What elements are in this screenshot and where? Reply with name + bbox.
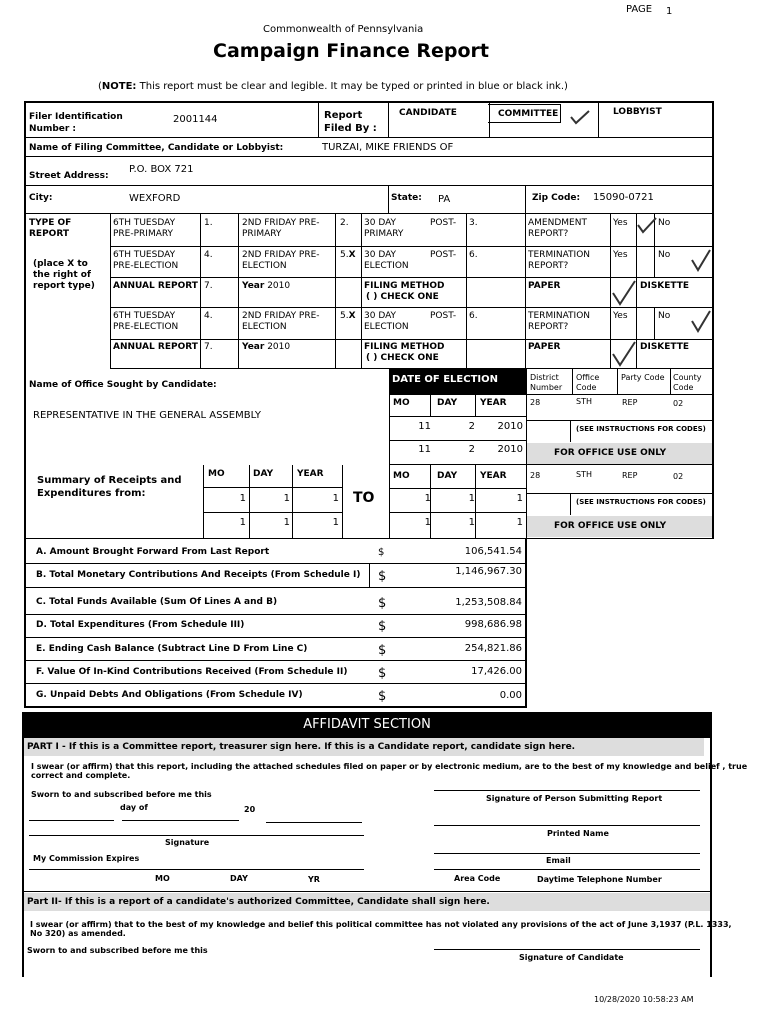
type-pre-election: PRE-ELECTION: [113, 261, 179, 271]
type-2nd-friday-primary: 2ND FRIDAY PRE-: [242, 218, 320, 228]
committee-check-icon: [569, 109, 591, 125]
type-3-box[interactable]: 3.: [469, 218, 478, 228]
part2-heading: Part II- If this is a report of a candidate's authorized Committee, Candidate shall sign here.: [27, 897, 490, 907]
type-30-day-election-b: 30 DAY: [364, 311, 397, 321]
note-line: (NOTE: This report must be clear and legible. It may be typed or printed in blue or black ink.): [98, 81, 568, 92]
filer-id-label-2: Number :: [29, 124, 77, 134]
paper-option[interactable]: PAPER: [528, 281, 561, 291]
part2-oath-2: No 320) as amended.: [30, 929, 126, 938]
party-value: REP: [622, 398, 638, 407]
office-code-value: STH: [576, 397, 592, 406]
amendment-check-icon: [636, 216, 658, 234]
to1-mo: 1: [424, 493, 431, 504]
signature-label: Signature: [165, 838, 210, 847]
termination-no-b[interactable]: No: [658, 311, 671, 321]
to-label: TO: [353, 490, 375, 506]
page-title: Campaign Finance Report: [213, 40, 489, 62]
diskette-option[interactable]: DISKETTE: [640, 281, 690, 291]
line-a-label: A. Amount Brought Forward From Last Report: [36, 547, 270, 557]
termination-yes-b[interactable]: Yes: [613, 311, 628, 321]
commission-yr: YR: [308, 875, 320, 884]
amendment-label-2: REPORT?: [528, 229, 569, 239]
filer-id-label: Filer Identification: [29, 112, 123, 122]
state-value: PA: [438, 194, 451, 205]
termination-label-b2: REPORT?: [528, 322, 569, 332]
zip-value: 15090-0721: [593, 192, 654, 203]
office-code-label-2: Code: [576, 383, 597, 392]
area-code-label: Area Code: [454, 874, 501, 883]
summary-label-2: Expenditures from:: [37, 488, 146, 499]
report-filed-label: Report: [324, 110, 363, 121]
to-day: DAY: [437, 471, 458, 481]
committee-option[interactable]: COMMITTEE: [498, 109, 559, 119]
paper-check-icon: [611, 279, 637, 306]
part1-heading: PART I - If this is a Committee report, treasurer sign here. If this is a Candidate report, candidate sign here.: [27, 742, 576, 752]
doe-mo: MO: [393, 398, 410, 408]
district-number-label-2: Number: [530, 383, 563, 392]
filer-id-value: 2001144: [173, 114, 218, 125]
type-pre-primary: PRE-PRIMARY: [113, 229, 174, 239]
paper-check-icon-b: [611, 340, 637, 367]
office-sought-value: REPRESENTATIVE IN THE GENERAL ASSEMBLY: [33, 410, 261, 421]
termination-label-b: TERMINATION: [528, 311, 591, 321]
type-30-day-primary: 30 DAY: [364, 218, 397, 228]
district-number-label: District: [530, 373, 559, 382]
type-6th-tuesday-election-b: 6TH TUESDAY: [113, 311, 176, 321]
type-post-label: POST-: [430, 218, 457, 228]
termination-check-icon-b: [690, 309, 712, 333]
state-label: State:: [391, 193, 422, 203]
line-g-value: 0.00: [499, 690, 522, 701]
filing-check-one: ( ) CHECK ONE: [366, 292, 439, 302]
line-f-value: 17,426.00: [471, 666, 522, 677]
line-c-label: C. Total Funds Available (Sum Of Lines A and B): [36, 597, 278, 607]
part1-oath-2: correct and complete.: [31, 771, 131, 780]
type-election-2: ELECTION: [364, 261, 409, 271]
amendment-no[interactable]: No: [658, 218, 671, 228]
line-f-label: F. Value Of In-Kind Contributions Received (From Schedule II): [36, 667, 348, 677]
to-mo: MO: [393, 471, 410, 481]
doe2-mo: 11: [418, 444, 431, 455]
line-e-label: E. Ending Cash Balance (Subtract Line D From Line C): [36, 644, 308, 654]
type-2nd-friday-election-b: 2ND FRIDAY PRE-: [242, 311, 320, 321]
from-mo: MO: [208, 469, 225, 479]
county-value: 02: [673, 399, 684, 408]
termination-check-icon: [690, 248, 712, 272]
commission-day: DAY: [230, 874, 248, 883]
type-5-box[interactable]: 5.X: [340, 250, 356, 260]
filing-check-one-b: ( ) CHECK ONE: [366, 353, 439, 363]
type-6th-tuesday-primary: 6TH TUESDAY: [113, 218, 176, 228]
from1-mo: 1: [239, 493, 246, 504]
street-value: P.O. BOX 721: [129, 164, 194, 175]
doe1-day: 2: [468, 421, 475, 432]
type-30-day-election: 30 DAY: [364, 250, 397, 260]
line-c-value: 1,253,508.84: [455, 597, 522, 608]
affidavit-title: AFFIDAVIT SECTION: [303, 717, 431, 732]
lobbyist-option[interactable]: LOBBYIST: [613, 107, 662, 117]
commission-expires-label: My Commission Expires: [33, 854, 140, 863]
from1-year: 1: [332, 493, 339, 504]
from2-year: 1: [332, 517, 339, 528]
email-label: Email: [546, 856, 571, 865]
report-type-label-2: REPORT: [29, 229, 69, 239]
to2-year: 1: [516, 517, 523, 528]
type-pre-election-b: PRE-ELECTION: [113, 322, 179, 332]
line-e-currency: $: [378, 643, 387, 658]
from2-day: 1: [283, 517, 290, 528]
type-6-box-b[interactable]: 6.: [469, 311, 478, 321]
line-d-value: 998,686.98: [464, 619, 522, 630]
daytime-phone-label: Daytime Telephone Number: [537, 875, 662, 884]
doe1-mo: 11: [418, 421, 431, 432]
type-1-box[interactable]: 1.: [204, 218, 213, 228]
filing-method-label-b: FILING METHOD: [364, 342, 445, 352]
office-use-only: FOR OFFICE USE ONLY: [554, 448, 667, 458]
type-4-box[interactable]: 4.: [204, 250, 213, 260]
doe-year: YEAR: [480, 398, 507, 408]
type-6-box[interactable]: 6.: [469, 250, 478, 260]
diskette-option-b[interactable]: DISKETTE: [640, 342, 690, 352]
filing-method-label: FILING METHOD: [364, 281, 445, 291]
candidate-option[interactable]: CANDIDATE: [399, 108, 457, 118]
from2-mo: 1: [239, 517, 246, 528]
summary-label: Summary of Receipts and: [37, 475, 182, 486]
page-number: 1: [666, 6, 673, 17]
district-value-2: 28: [530, 471, 541, 480]
annual-year: Year 2010: [242, 281, 291, 291]
doe2-day: 2: [468, 444, 475, 455]
filer-name-label: Name of Filing Committee, Candidate or Lobbyist:: [29, 143, 284, 153]
type-2-box[interactable]: 2.: [340, 218, 349, 228]
office-code-value-2: STH: [576, 470, 592, 479]
type-election-b: ELECTION: [242, 322, 287, 332]
termination-no[interactable]: No: [658, 250, 671, 260]
annual-year-b: Year 2010: [242, 342, 291, 352]
line-a-value: 106,541.54: [464, 546, 522, 557]
date-of-election-label: DATE OF ELECTION: [392, 374, 498, 385]
type-7-box[interactable]: 7.: [204, 281, 213, 291]
party-code-label: Party Code: [621, 373, 665, 382]
to2-mo: 1: [424, 517, 431, 528]
county-code-label-2: Code: [673, 383, 694, 392]
line-g-currency: $: [378, 689, 387, 704]
signature-candidate-label: Signature of Candidate: [519, 953, 624, 962]
type-primary: PRIMARY: [242, 229, 282, 239]
termination-label: TERMINATION: [528, 250, 591, 260]
line-b-currency: $: [378, 569, 387, 584]
day-of-label: day of: [120, 803, 148, 812]
page-label: PAGE: [626, 4, 653, 15]
annual-report-label-b: ANNUAL REPORT: [113, 342, 198, 352]
type-post-label-b: POST-: [430, 311, 457, 321]
from-year: YEAR: [297, 469, 324, 479]
line-d-label: D. Total Expenditures (From Schedule III): [36, 620, 245, 630]
report-filed-label-2: Filed By :: [324, 123, 377, 134]
doe2-year: 2010: [497, 444, 523, 455]
part1-oath: I swear (or affirm) that this report, including the attached schedules filed on paper or by electronic medium, are to the best of my knowledge and belief , true: [31, 762, 748, 771]
office-sought-label: Name of Office Sought by Candidate:: [29, 380, 217, 390]
type-5-box-b[interactable]: 5.X: [340, 311, 356, 321]
to-year: YEAR: [480, 471, 507, 481]
city-value: WEXFORD: [129, 193, 181, 204]
termination-label-2: REPORT?: [528, 261, 569, 271]
print-timestamp: 10/28/2020 10:58:23 AM: [594, 995, 694, 1004]
place-x-note-3: report type): [33, 281, 95, 291]
state-heading: Commonwealth of Pennsylvania: [263, 24, 424, 35]
county-value-2: 02: [673, 472, 684, 481]
twenty-label: 20: [244, 805, 256, 814]
type-post-label-2: POST-: [430, 250, 457, 260]
place-x-note: (place X to: [33, 259, 88, 269]
line-a-currency: $: [378, 547, 385, 558]
type-election: ELECTION: [242, 261, 287, 271]
signature-person-label: Signature of Person Submitting Report: [486, 794, 663, 803]
street-label: Street Address:: [29, 171, 109, 181]
doe1-year: 2010: [497, 421, 523, 432]
to1-day: 1: [468, 493, 475, 504]
termination-yes[interactable]: Yes: [613, 250, 628, 260]
office-code-label: Office: [576, 373, 600, 382]
line-e-value: 254,821.86: [464, 643, 522, 654]
type-7-box-b[interactable]: 7.: [204, 342, 213, 352]
type-2nd-friday-election: 2ND FRIDAY PRE-: [242, 250, 320, 260]
party-value-2: REP: [622, 471, 638, 480]
type-4-box-b[interactable]: 4.: [204, 311, 213, 321]
from1-day: 1: [283, 493, 290, 504]
sworn-label-2: Sworn to and subscribed before me this: [27, 946, 208, 955]
to1-year: 1: [516, 493, 523, 504]
printed-name-label: Printed Name: [547, 829, 609, 838]
commission-mo: MO: [155, 874, 170, 883]
type-election-b2: ELECTION: [364, 322, 409, 332]
doe-day: DAY: [437, 398, 458, 408]
line-b-value: 1,146,967.30: [455, 566, 522, 577]
office-use-only-2: FOR OFFICE USE ONLY: [554, 521, 667, 531]
city-label: City:: [29, 193, 53, 203]
line-c-currency: $: [378, 596, 387, 611]
sworn-label: Sworn to and subscribed before me this: [31, 790, 212, 799]
district-value: 28: [530, 398, 541, 407]
report-type-label: TYPE OF: [29, 218, 72, 228]
county-code-label: County: [673, 373, 702, 382]
see-instructions-2: (SEE INSTRUCTIONS FOR CODES): [576, 498, 706, 506]
place-x-note-2: the right of: [33, 270, 91, 280]
line-b-label: B. Total Monetary Contributions And Receipts (From Schedule I): [36, 570, 361, 580]
amendment-label: AMENDMENT: [528, 218, 587, 228]
line-d-currency: $: [378, 619, 387, 634]
paper-option-b[interactable]: PAPER: [528, 342, 561, 352]
from-day: DAY: [253, 469, 274, 479]
see-instructions: (SEE INSTRUCTIONS FOR CODES): [576, 425, 706, 433]
to2-day: 1: [468, 517, 475, 528]
filer-name-value: TURZAI, MIKE FRIENDS OF: [322, 142, 454, 153]
annual-report-label: ANNUAL REPORT: [113, 281, 198, 291]
line-g-label: G. Unpaid Debts And Obligations (From Schedule IV): [36, 690, 303, 700]
line-f-currency: $: [378, 666, 387, 681]
amendment-yes[interactable]: Yes: [613, 218, 628, 228]
zip-label: Zip Code:: [532, 193, 581, 203]
type-primary-2: PRIMARY: [364, 229, 404, 239]
type-6th-tuesday-election: 6TH TUESDAY: [113, 250, 176, 260]
part2-oath: I swear (or affirm) that to the best of my knowledge and belief this political committee has not violated any provisions of the act of June 3,1937 (P.L. 1333,: [30, 920, 732, 929]
